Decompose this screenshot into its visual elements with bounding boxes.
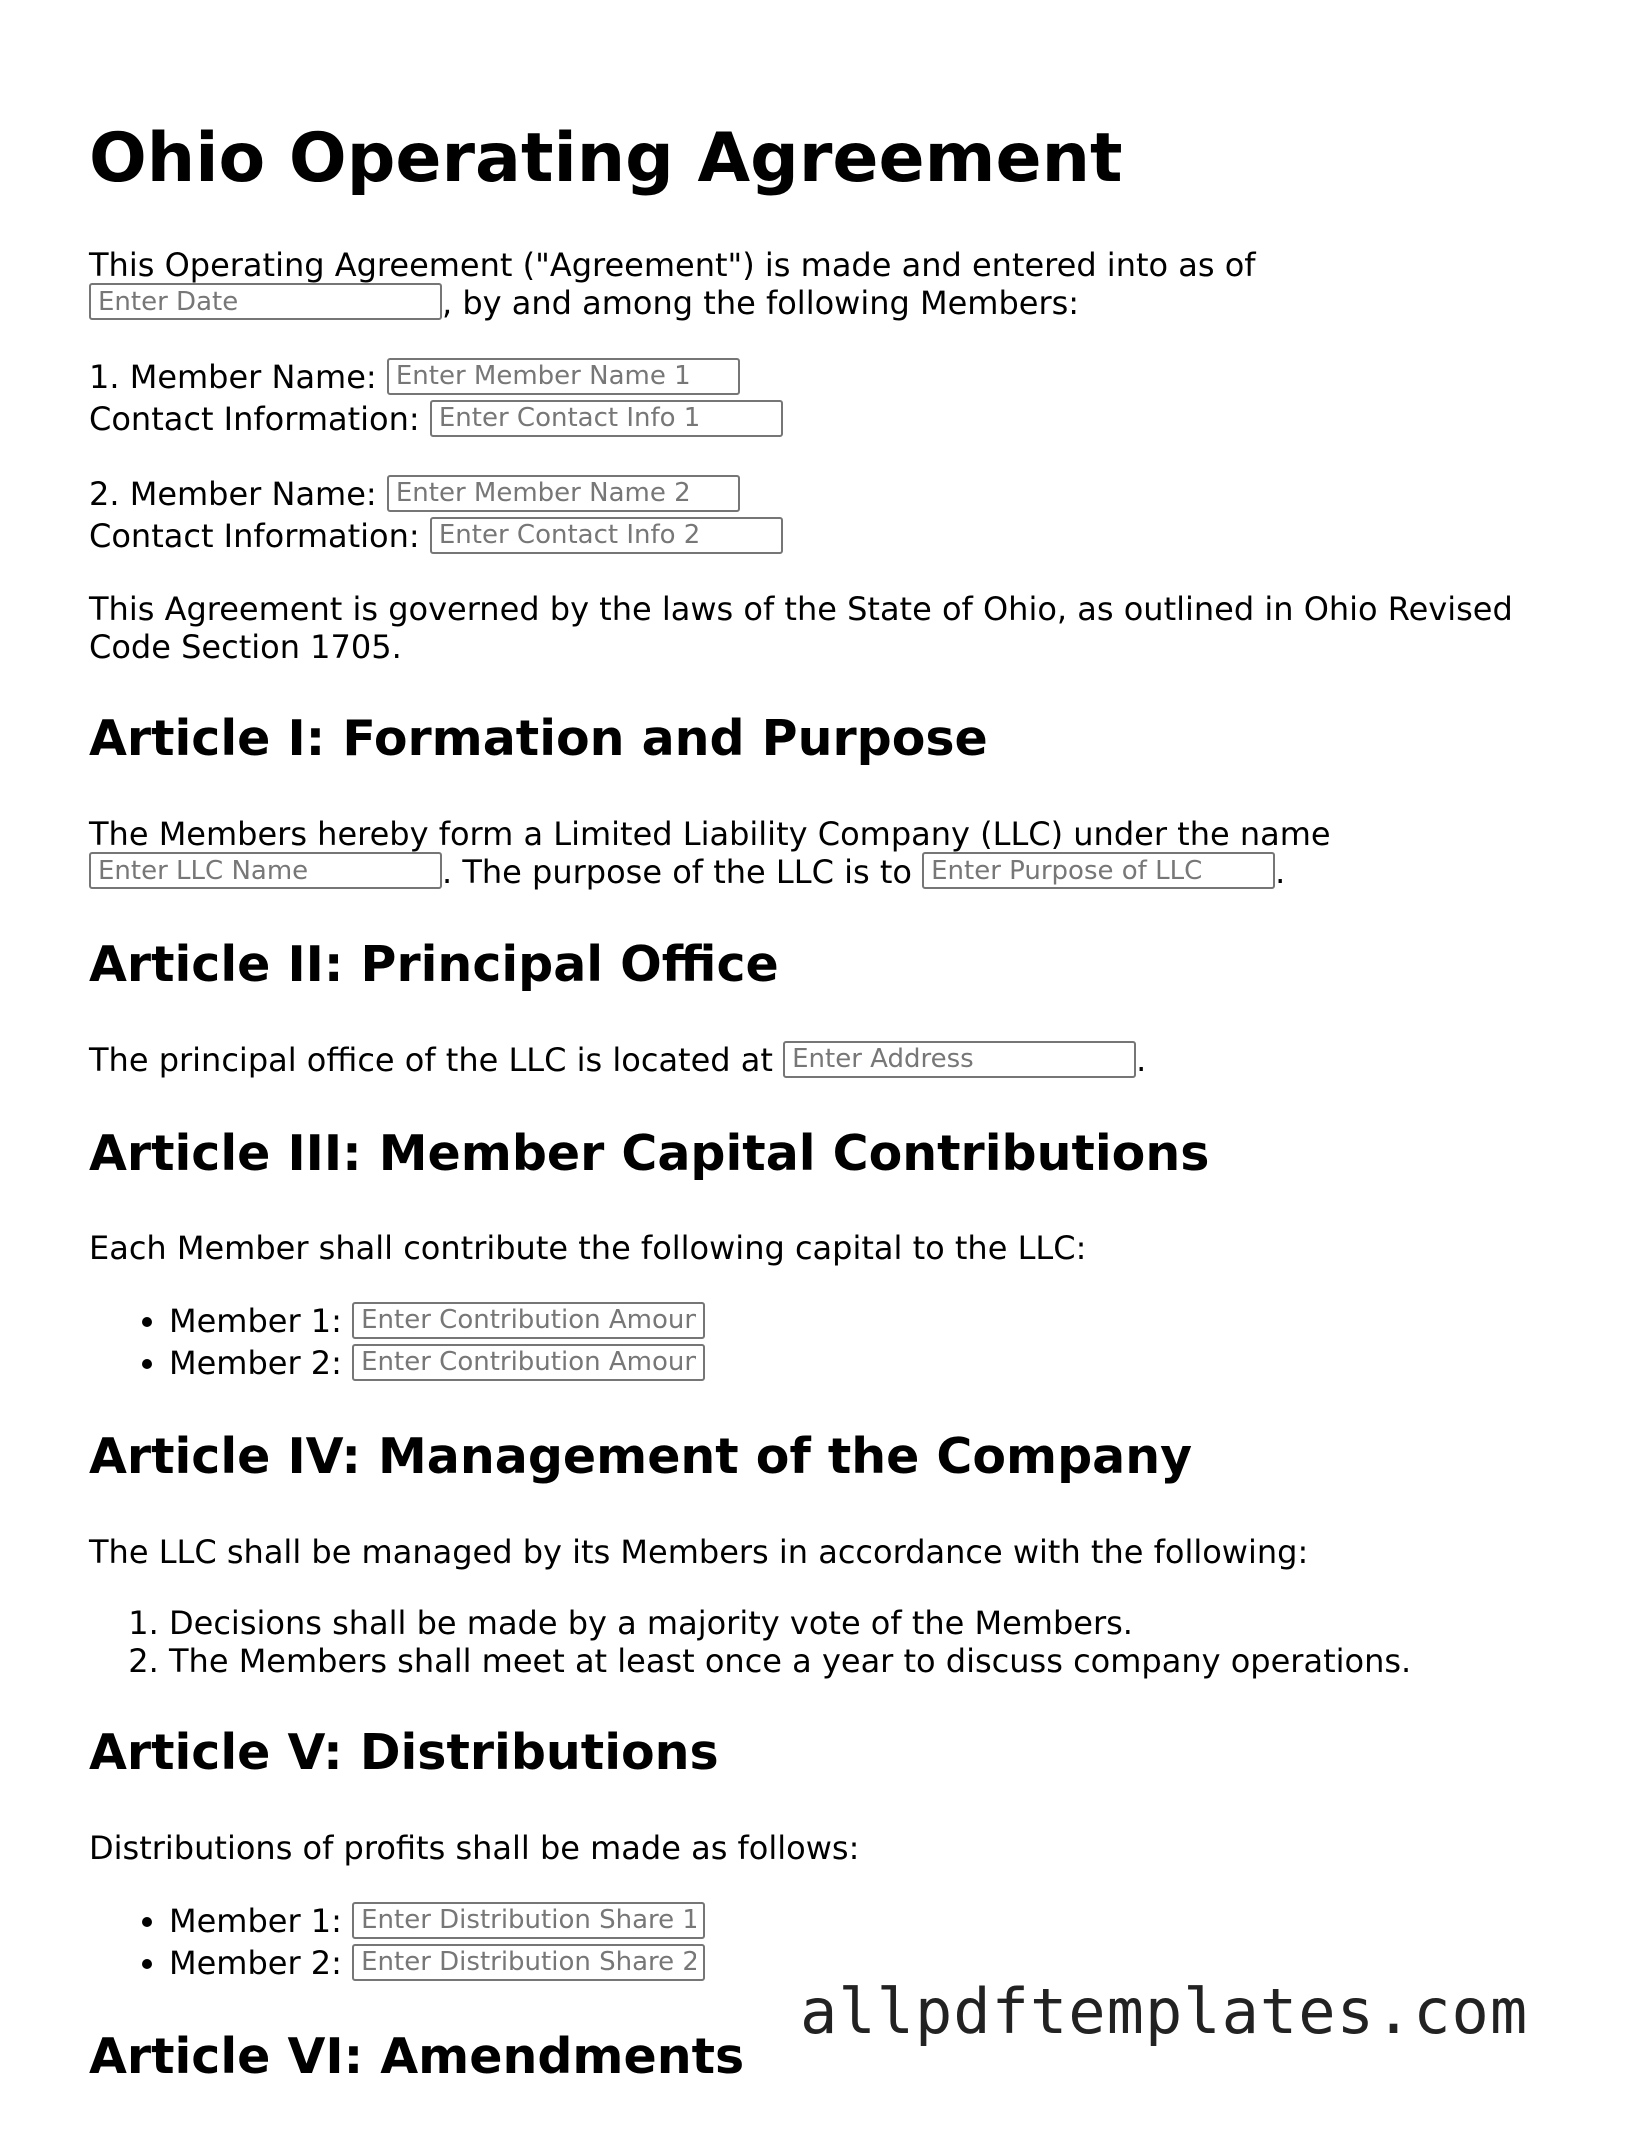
member-contact-input-1[interactable] bbox=[430, 400, 783, 437]
intro-text-after: , by and among the following Members: bbox=[442, 283, 1080, 322]
article-2-heading: Article II: Principal Office bbox=[89, 936, 779, 994]
llc-name-input[interactable] bbox=[89, 852, 442, 889]
contribution-input-2[interactable] bbox=[352, 1344, 705, 1381]
distribution-input-2[interactable] bbox=[352, 1944, 705, 1981]
member-contact-label: Contact Information: bbox=[89, 400, 420, 439]
article-1-text-2: . The purpose of the LLC is to bbox=[442, 852, 912, 891]
article-3-heading: Article III: Member Capital Contributions bbox=[89, 1124, 1210, 1182]
article-6-heading: Article VI: Amendments bbox=[89, 2028, 745, 2086]
member-contact-input-2[interactable] bbox=[430, 517, 783, 554]
watermark-text: allpdftemplates.com bbox=[800, 1975, 1529, 2048]
distribution-label-1: Member 1: bbox=[169, 1902, 342, 1941]
article-1-paragraph bbox=[89, 815, 1559, 893]
member-name-label: 2. Member Name: bbox=[89, 475, 377, 514]
distribution-list bbox=[89, 1900, 1559, 1984]
contribution-list bbox=[89, 1300, 1559, 1384]
list-item bbox=[169, 1300, 1559, 1342]
article-2-text-1: The principal office of the LLC is located at bbox=[89, 1041, 773, 1080]
contribution-input-1[interactable] bbox=[352, 1302, 705, 1339]
list-item bbox=[169, 1342, 1559, 1384]
article-2-text-2: . bbox=[1136, 1041, 1147, 1080]
member-contact-line bbox=[89, 515, 1559, 557]
article-1-text-3: . bbox=[1275, 852, 1286, 891]
article-2-paragraph bbox=[89, 1041, 1559, 1081]
article-1-text-1: The Members hereby form a Limited Liability Company (LLC) under the name bbox=[89, 814, 1331, 853]
address-input[interactable] bbox=[783, 1041, 1136, 1078]
article-1-heading: Article I: Formation and Purpose bbox=[89, 710, 988, 768]
article-3-paragraph: Each Member shall contribute the following capital to the LLC: bbox=[89, 1229, 1087, 1268]
list-item: 2. The Members shall meet at least once a year to discuss company operations. bbox=[169, 1642, 1559, 1680]
list-item bbox=[169, 1900, 1559, 1942]
list-item: 1. Decisions shall be made by a majority vote of the Members. bbox=[169, 1604, 1559, 1642]
article-5-heading: Article V: Distributions bbox=[89, 1724, 719, 1782]
contribution-label-1: Member 1: bbox=[169, 1302, 342, 1341]
member-block-2 bbox=[89, 473, 1559, 557]
distribution-label-2: Member 2: bbox=[169, 1944, 342, 1983]
member-block-1 bbox=[89, 356, 1559, 440]
intro-paragraph bbox=[89, 246, 1559, 324]
member-name-label: 1. Member Name: bbox=[89, 358, 377, 397]
document-page bbox=[89, 100, 1559, 2133]
date-input[interactable] bbox=[89, 283, 442, 320]
governing-law-paragraph: This Agreement is governed by the laws of the State of Ohio, as outlined in Ohio Revised Code Section 1705. bbox=[89, 590, 1513, 667]
member-name-line bbox=[89, 356, 1559, 398]
llc-purpose-input[interactable] bbox=[922, 852, 1275, 889]
intro-text-before: This Operating Agreement ("Agreement") is made and entered into as of bbox=[89, 245, 1256, 284]
management-list bbox=[89, 1604, 1559, 1680]
article-4-heading: Article IV: Management of the Company bbox=[89, 1428, 1193, 1486]
distribution-input-1[interactable] bbox=[352, 1902, 705, 1939]
member-contact-label: Contact Information: bbox=[89, 517, 420, 556]
member-name-input-1[interactable] bbox=[387, 358, 740, 395]
member-name-input-2[interactable] bbox=[387, 475, 740, 512]
article-4-paragraph: The LLC shall be managed by its Members in accordance with the following: bbox=[89, 1533, 1309, 1572]
contribution-label-2: Member 2: bbox=[169, 1344, 342, 1383]
page-title: Ohio Operating Agreement bbox=[89, 119, 1123, 198]
member-contact-line bbox=[89, 398, 1559, 440]
member-name-line bbox=[89, 473, 1559, 515]
article-5-paragraph: Distributions of profits shall be made as follows: bbox=[89, 1829, 860, 1868]
